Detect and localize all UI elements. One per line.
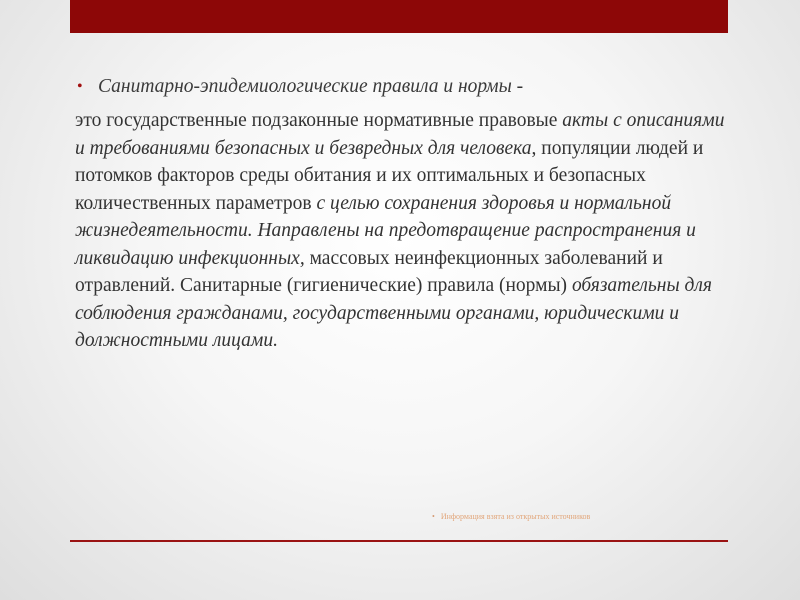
heading-term: Санитарно-эпидемиологические правила и нормы bbox=[98, 76, 512, 97]
footnote-bullet-icon: • bbox=[432, 512, 435, 521]
segment-4: массовых неинфекционных заболеваний и отравлений. Санитарные (гигиенические) правила (нормы) bbox=[75, 247, 663, 296]
heading-dash: - bbox=[511, 76, 524, 97]
segment-0: это государственные подзаконные нормативные правовые bbox=[75, 110, 563, 131]
bullet-icon: • bbox=[77, 78, 83, 95]
source-footnote bbox=[432, 512, 590, 521]
footnote-text: Информация взята из открытых источников bbox=[440, 512, 591, 521]
segment-2: , популяции людей и потомков факторов среды обитания и их оптимальных и безопасных количественных параметров bbox=[75, 137, 704, 214]
segment-5: обязательны для соблюдения гражданами, государственными органами, юридическими и должностными лицами. bbox=[75, 275, 712, 351]
definition-heading bbox=[75, 72, 735, 101]
segment-1: акты с описаниями и требованиями безопасных и безвредных для человека bbox=[75, 110, 725, 159]
bottom-divider bbox=[70, 540, 728, 542]
top-accent-band bbox=[70, 0, 728, 33]
definition-paragraph bbox=[75, 107, 735, 355]
segment-3: с целью сохранения здоровья и нормальной жизнедеятельности. Направлены на предотвращение распространения и ликвидацию инфекционных, bbox=[75, 192, 696, 269]
slide-content bbox=[75, 72, 735, 355]
